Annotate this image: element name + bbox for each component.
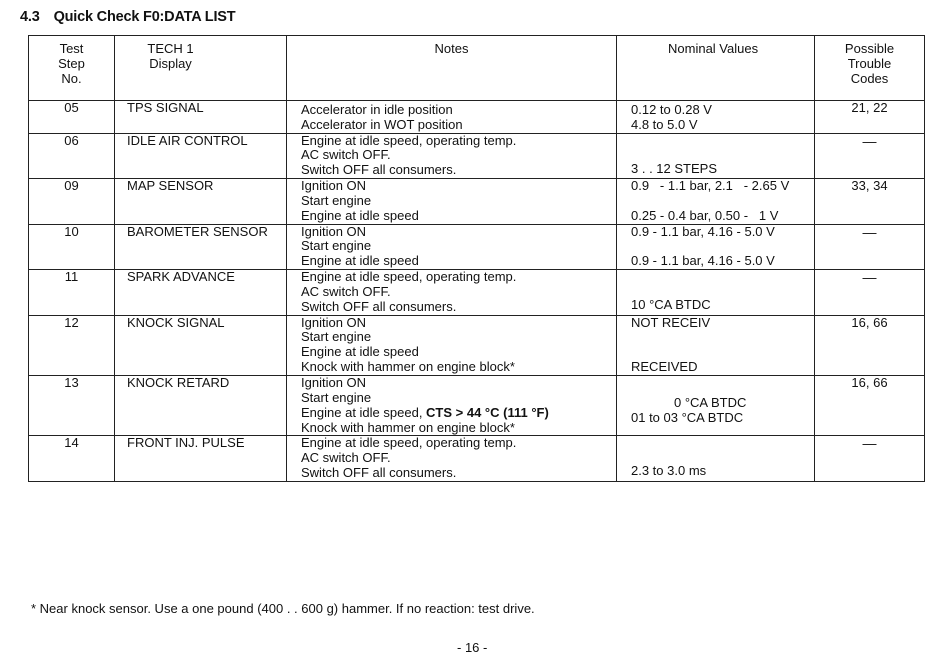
footnote: * Near knock sensor. Use a one pound (400 . . 600 g) hammer. If no reaction: test drive.	[31, 601, 535, 616]
section-heading: Quick Check F0:DATA LIST	[53, 9, 236, 25]
table-row	[29, 376, 925, 436]
table-row	[29, 270, 925, 315]
nominal-cell: 0.9 - 1.1 bar, 4.16 - 5.0 V 0.9 - 1.1 bar, 4.16 - 5.0 V	[617, 224, 815, 270]
step-number: 14	[29, 436, 115, 481]
header-display: TECH 1 Display	[115, 36, 287, 101]
nominal-cell: 0.9 - 1.1 bar, 2.1 - 2.65 V 0.25 - 0.4 bar, 0.50 - 1 V	[617, 178, 815, 224]
data-list-table	[28, 35, 925, 482]
header-row	[29, 36, 925, 101]
codes-cell: —	[815, 224, 925, 270]
section-number: 4.3	[20, 9, 40, 25]
notes-cell: Accelerator in idle position Accelerator in WOT position	[287, 101, 617, 134]
header-notes: Notes	[287, 36, 617, 101]
step-number: 09	[29, 178, 115, 224]
notes-cell: Ignition ON Start engine Engine at idle speed Knock with hammer on engine block*	[287, 315, 617, 376]
codes-cell: —	[815, 436, 925, 481]
display-name: MAP SENSOR	[115, 178, 287, 224]
codes-cell: 21, 22	[815, 101, 925, 134]
display-name: KNOCK SIGNAL	[115, 315, 287, 376]
nominal-cell: NOT RECEIV RECEIVED	[617, 315, 815, 376]
codes-cell: 16, 66	[815, 315, 925, 376]
nominal-cell: 2.3 to 3.0 ms	[617, 436, 815, 481]
notes-cell: Ignition ON Start engine Engine at idle speed	[287, 224, 617, 270]
table-row	[29, 178, 925, 224]
codes-cell: 16, 66	[815, 376, 925, 436]
page-number: - 16 -	[457, 640, 488, 655]
display-name: SPARK ADVANCE	[115, 270, 287, 315]
notes-cell: Engine at idle speed, operating temp. AC switch OFF. Switch OFF all consumers.	[287, 436, 617, 481]
notes-cell: Engine at idle speed, operating temp. AC switch OFF. Switch OFF all consumers.	[287, 133, 617, 178]
notes-cell: Ignition ON Start engine Engine at idle speed, CTS > 44 °C (111 °F) Knock with hammer on engine block*	[287, 376, 617, 436]
notes-cell: Ignition ON Start engine Engine at idle speed	[287, 178, 617, 224]
nominal-cell: 0.12 to 0.28 V 4.8 to 5.0 V	[617, 101, 815, 134]
table-row	[29, 224, 925, 270]
codes-cell: 33, 34	[815, 178, 925, 224]
step-number: 11	[29, 270, 115, 315]
step-number: 06	[29, 133, 115, 178]
header-nominal-values: Nominal Values	[617, 36, 815, 101]
step-number: 13	[29, 376, 115, 436]
header-trouble-codes: Possible Trouble Codes	[815, 36, 925, 101]
section-title	[20, 9, 235, 25]
table-row	[29, 133, 925, 178]
display-name: IDLE AIR CONTROL	[115, 133, 287, 178]
display-name: FRONT INJ. PULSE	[115, 436, 287, 481]
codes-cell: —	[815, 133, 925, 178]
step-number: 12	[29, 315, 115, 376]
display-name: BAROMETER SENSOR	[115, 224, 287, 270]
notes-cell: Engine at idle speed, operating temp. AC switch OFF. Switch OFF all consumers.	[287, 270, 617, 315]
codes-cell: —	[815, 270, 925, 315]
nominal-cell: 0 °CA BTDC 01 to 03 °CA BTDC	[617, 376, 815, 436]
header-test-step: Test Step No.	[29, 36, 115, 101]
display-name: TPS SIGNAL	[115, 101, 287, 134]
table-row	[29, 436, 925, 481]
step-number: 10	[29, 224, 115, 270]
table-row	[29, 315, 925, 376]
table-row	[29, 101, 925, 134]
display-name: KNOCK RETARD	[115, 376, 287, 436]
step-number: 05	[29, 101, 115, 134]
nominal-cell: 10 °CA BTDC	[617, 270, 815, 315]
temperature-condition: CTS > 44 °C (111 °F)	[426, 404, 549, 420]
nominal-cell: 3 . . 12 STEPS	[617, 133, 815, 178]
